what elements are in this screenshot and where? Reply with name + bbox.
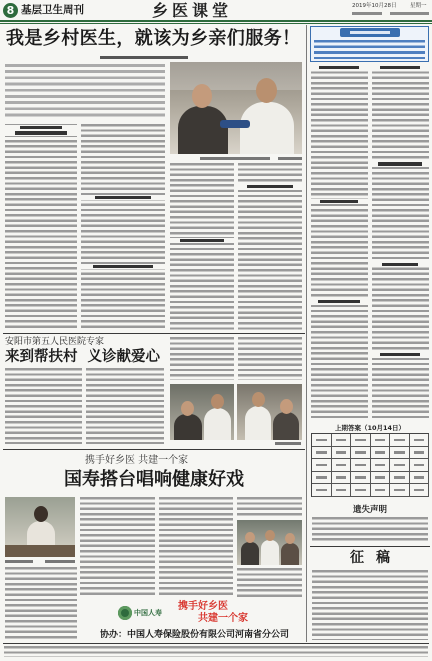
co-organizer: 协办：中国人寿保险股份有限公司河南省分公司	[100, 630, 290, 640]
sidebar-list-heading	[372, 65, 429, 70]
answer-cell	[371, 434, 391, 447]
answer-cell-text	[316, 476, 327, 479]
answer-cell-text	[394, 439, 405, 442]
insurance-photo	[237, 520, 302, 565]
sidebar-feature-title	[340, 28, 400, 37]
sidebar-list-heading	[372, 262, 429, 267]
answer-cell	[371, 447, 391, 460]
insurance-body-column	[159, 497, 233, 597]
elderly-head	[181, 401, 194, 416]
answer-cell-text	[355, 451, 366, 454]
subheading-text	[319, 66, 359, 69]
clinic-kicker: 安阳市第五人民医院专家	[5, 337, 105, 347]
sidebar-list-column	[311, 66, 368, 420]
editor-credit	[352, 12, 382, 15]
subheading-text	[93, 265, 153, 268]
answer-cell-text	[394, 476, 405, 479]
sidebar-list-column	[372, 66, 429, 420]
answer-cell-text	[414, 451, 425, 454]
insurance-headline: 国寿搭台唱响健康好戏	[64, 469, 244, 490]
lead-photo-caption	[200, 157, 270, 160]
desk	[5, 545, 75, 557]
villager-figure	[273, 412, 299, 440]
insurance-photo-credit	[45, 560, 75, 563]
answer-cell	[312, 484, 332, 497]
insurance-photo-caption	[5, 560, 33, 563]
lead-photo	[170, 62, 302, 154]
insurance-body-column	[80, 497, 155, 597]
clinic-body-column	[238, 337, 302, 380]
answer-cell	[351, 472, 371, 485]
elderly-figure	[174, 414, 202, 440]
doctor-figure	[245, 406, 271, 440]
answer-cell-text	[316, 464, 327, 467]
subheading-text	[320, 200, 358, 203]
sidebar-feature-title-text	[350, 31, 390, 34]
answer-cell	[410, 484, 430, 497]
answer-cell	[390, 484, 410, 497]
clinic-photo	[237, 384, 302, 440]
sidebar-divider-rule	[310, 546, 430, 547]
lost-notice-text	[312, 517, 428, 543]
answer-cell-text	[375, 439, 386, 442]
answer-cell-text	[316, 451, 327, 454]
sidebar-list-heading	[372, 161, 429, 166]
answer-cell	[390, 472, 410, 485]
lead-byline	[100, 56, 188, 59]
sidebar-list-heading	[311, 299, 368, 304]
article-divider	[3, 333, 305, 334]
answers-title: 上期答案（10月14日）	[334, 424, 406, 432]
insurance-body-column	[237, 568, 302, 597]
subheading-text	[380, 353, 420, 356]
answer-cell-text	[336, 489, 347, 492]
answer-cell-text	[375, 476, 386, 479]
answer-cell	[351, 447, 371, 460]
lead-body-column	[5, 124, 77, 330]
answer-cell	[371, 459, 391, 472]
answer-cell	[332, 434, 352, 447]
lead-subheading	[238, 184, 302, 189]
answer-cell-text	[375, 451, 386, 454]
column-title: 乡医课堂	[152, 1, 233, 20]
lead-subheading	[170, 238, 234, 243]
subheading-text	[180, 239, 224, 242]
answer-cell-text	[375, 489, 386, 492]
sidebar-list-heading	[311, 199, 368, 204]
answer-cell	[332, 447, 352, 460]
sponsor-banner	[175, 600, 255, 626]
answer-cell	[371, 472, 391, 485]
attendee-figure	[261, 540, 279, 565]
subheading-text	[95, 196, 151, 199]
answer-cell	[371, 484, 391, 497]
attendee-head	[245, 532, 255, 543]
sidebar-divider	[306, 25, 307, 642]
lost-notice-title: 遗失声明	[352, 505, 387, 515]
answer-cell	[410, 472, 430, 485]
subheading-text	[20, 126, 62, 129]
villager-head	[280, 399, 293, 414]
clinic-headline-part1: 来到帮扶村	[5, 349, 78, 365]
article-divider	[3, 449, 305, 450]
sidebar-list-heading	[372, 352, 429, 357]
header-rule	[0, 20, 432, 22]
answer-cell	[390, 434, 410, 447]
designer-credit	[390, 12, 429, 15]
answer-cell	[332, 472, 352, 485]
answer-cell-text	[414, 489, 425, 492]
answer-cell	[390, 459, 410, 472]
answer-cell	[351, 434, 371, 447]
footer-imprint-text	[4, 646, 428, 657]
answer-cell	[312, 472, 332, 485]
doctor-figure	[240, 102, 294, 154]
insurance-body-column	[5, 567, 77, 640]
lead-body-column	[81, 124, 165, 330]
lead-photo-credit	[278, 157, 302, 160]
answer-cell	[410, 459, 430, 472]
footer-rule	[3, 643, 429, 644]
clinic-headline	[5, 348, 160, 366]
blood-pressure-cuff	[220, 120, 250, 128]
answer-cell-text	[336, 451, 347, 454]
call-for-papers-text	[312, 570, 428, 640]
answer-cell-text	[316, 439, 327, 442]
answer-cell-text	[336, 464, 347, 467]
answer-cell-text	[355, 489, 366, 492]
answer-cell	[332, 459, 352, 472]
attendee-figure	[241, 542, 259, 565]
subheading-text	[382, 263, 418, 266]
doctor-head	[256, 78, 277, 103]
answer-cell-text	[316, 489, 327, 492]
subheading-text	[15, 131, 67, 134]
answer-cell	[332, 484, 352, 497]
answer-cell-text	[375, 464, 386, 467]
insurance-body-column	[237, 497, 302, 517]
sponsor-banner-line1: 携手好乡医	[178, 601, 228, 612]
answer-cell-text	[414, 464, 425, 467]
photo-window	[170, 62, 302, 90]
patient-head	[192, 84, 212, 108]
sponsor-banner-line2: 共建一个家	[198, 613, 248, 624]
answer-cell-text	[355, 476, 366, 479]
insurance-photo	[5, 497, 75, 557]
lead-body-column	[170, 163, 234, 330]
lead-subheading	[81, 264, 165, 269]
header-rule-thin	[0, 23, 432, 24]
section-title: 基层卫生周刊	[21, 4, 84, 16]
subheading-text	[378, 162, 422, 165]
answer-cell-text	[336, 476, 347, 479]
answer-cell-text	[336, 439, 347, 442]
answer-cell	[312, 459, 332, 472]
answer-cell	[390, 447, 410, 460]
china-life-logo-icon	[118, 606, 132, 620]
subheading-text	[380, 66, 420, 69]
call-for-papers-title: 征稿	[350, 550, 402, 566]
clinic-body-column	[86, 368, 164, 444]
clinic-body-column	[170, 337, 234, 380]
answer-cell-text	[394, 489, 405, 492]
doctor-head	[211, 394, 224, 409]
lead-subheading	[5, 130, 77, 135]
attendee-figure	[281, 543, 299, 565]
answer-cell-text	[414, 439, 425, 442]
lead-subheading	[81, 195, 165, 200]
attendee-head	[34, 506, 48, 522]
answer-cell-text	[355, 464, 366, 467]
subheading-text	[318, 300, 360, 303]
answer-cell	[410, 434, 430, 447]
sidebar-feature-text	[314, 40, 425, 59]
doctor-figure	[204, 408, 231, 440]
insurance-kicker: 携手好乡医 共建一个家	[85, 455, 189, 466]
answers-table	[311, 433, 429, 497]
issue-date: 2019年10月28日	[352, 3, 397, 9]
answer-cell	[351, 459, 371, 472]
lead-intro-text	[5, 64, 165, 120]
subheading-text	[247, 185, 293, 188]
lead-headline: 我是乡村医生，就该为乡亲们服务！	[6, 28, 301, 49]
attendee-head	[285, 533, 295, 544]
answer-cell	[312, 447, 332, 460]
attendee-head	[265, 530, 275, 541]
answer-cell-text	[414, 476, 425, 479]
answer-cell-text	[394, 451, 405, 454]
sponsor-logo-text: 中国人寿	[134, 609, 162, 617]
answer-cell-text	[394, 464, 405, 467]
answer-cell	[410, 447, 430, 460]
sidebar-list-heading	[311, 65, 368, 70]
clinic-photo-credit	[275, 442, 301, 445]
answer-cell	[312, 434, 332, 447]
answer-cell-text	[355, 439, 366, 442]
clinic-photo	[170, 384, 234, 440]
issue-weekday: 星期一	[410, 3, 427, 9]
clinic-headline-part2: 义诊献爱心	[87, 349, 160, 365]
doctor-head	[252, 392, 265, 407]
answer-cell	[351, 484, 371, 497]
patient-figure	[178, 106, 228, 154]
page-number-badge: 8	[3, 3, 18, 18]
clinic-body-column	[5, 368, 82, 444]
